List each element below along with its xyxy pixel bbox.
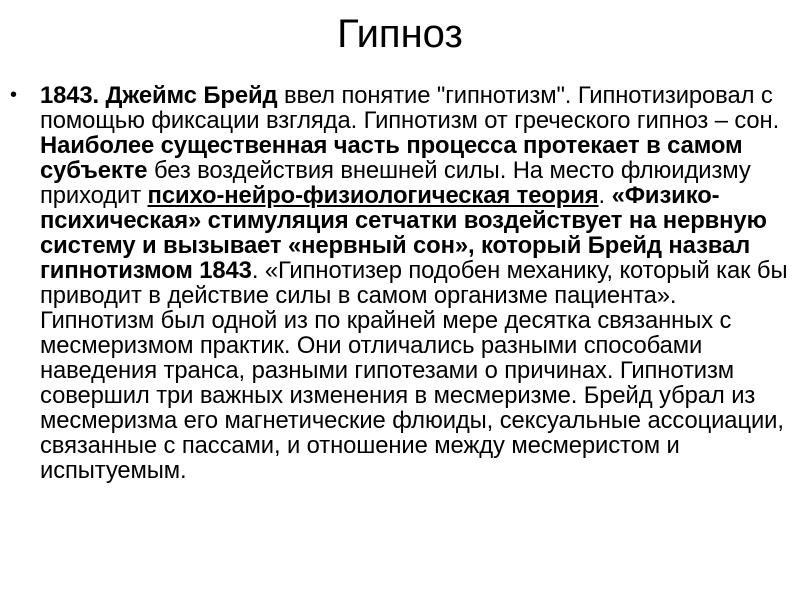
- slide-title: Гипноз: [337, 12, 463, 56]
- text-segment: без воздействия внешней силы. На место флюидизму приходит: [40, 157, 751, 209]
- text-segment: . «Гипнотизер подобен механику, который как бы приводит в действие силы в самом организме пациента». Гипнотизм был одной из по крайней мере десятка связанных с месмеризмом практик. Они отличались разными способами наведения транса, разными гипотезами о причинах. Гипнотизм совершил три важных изменения в месмеризме. Брейд убрал из месмеризма его магнетические флюиды, сексуальные ассоциации, связанные с пассами, и отношение между месмеристом и испытуемым.: [40, 257, 788, 484]
- text-segment: ввел понятие "гипнотизм". Гипнотизировал с помощью фиксации взгляда. Гипнотизм от греческого гипноз – сон.: [40, 82, 780, 134]
- bullet-marker: •: [10, 84, 18, 106]
- text-segment-bold: «Физико-психическая» стимуляция сетчатки воздействует на нервную систему и вызывает «нервный сон», который Брейд назвал гипнотизмом 1843: [40, 182, 767, 284]
- text-segment-bold: 1843. Джеймс Брейд: [40, 82, 278, 109]
- text-segment-bold: Наиболее существенная часть процесса протекает в самом субъекте: [40, 132, 743, 184]
- text-segment: .: [598, 182, 612, 209]
- bullet-paragraph: [40, 83, 792, 483]
- text-segment-bold-underline: психо-нейро-физиологическая теория: [147, 182, 599, 209]
